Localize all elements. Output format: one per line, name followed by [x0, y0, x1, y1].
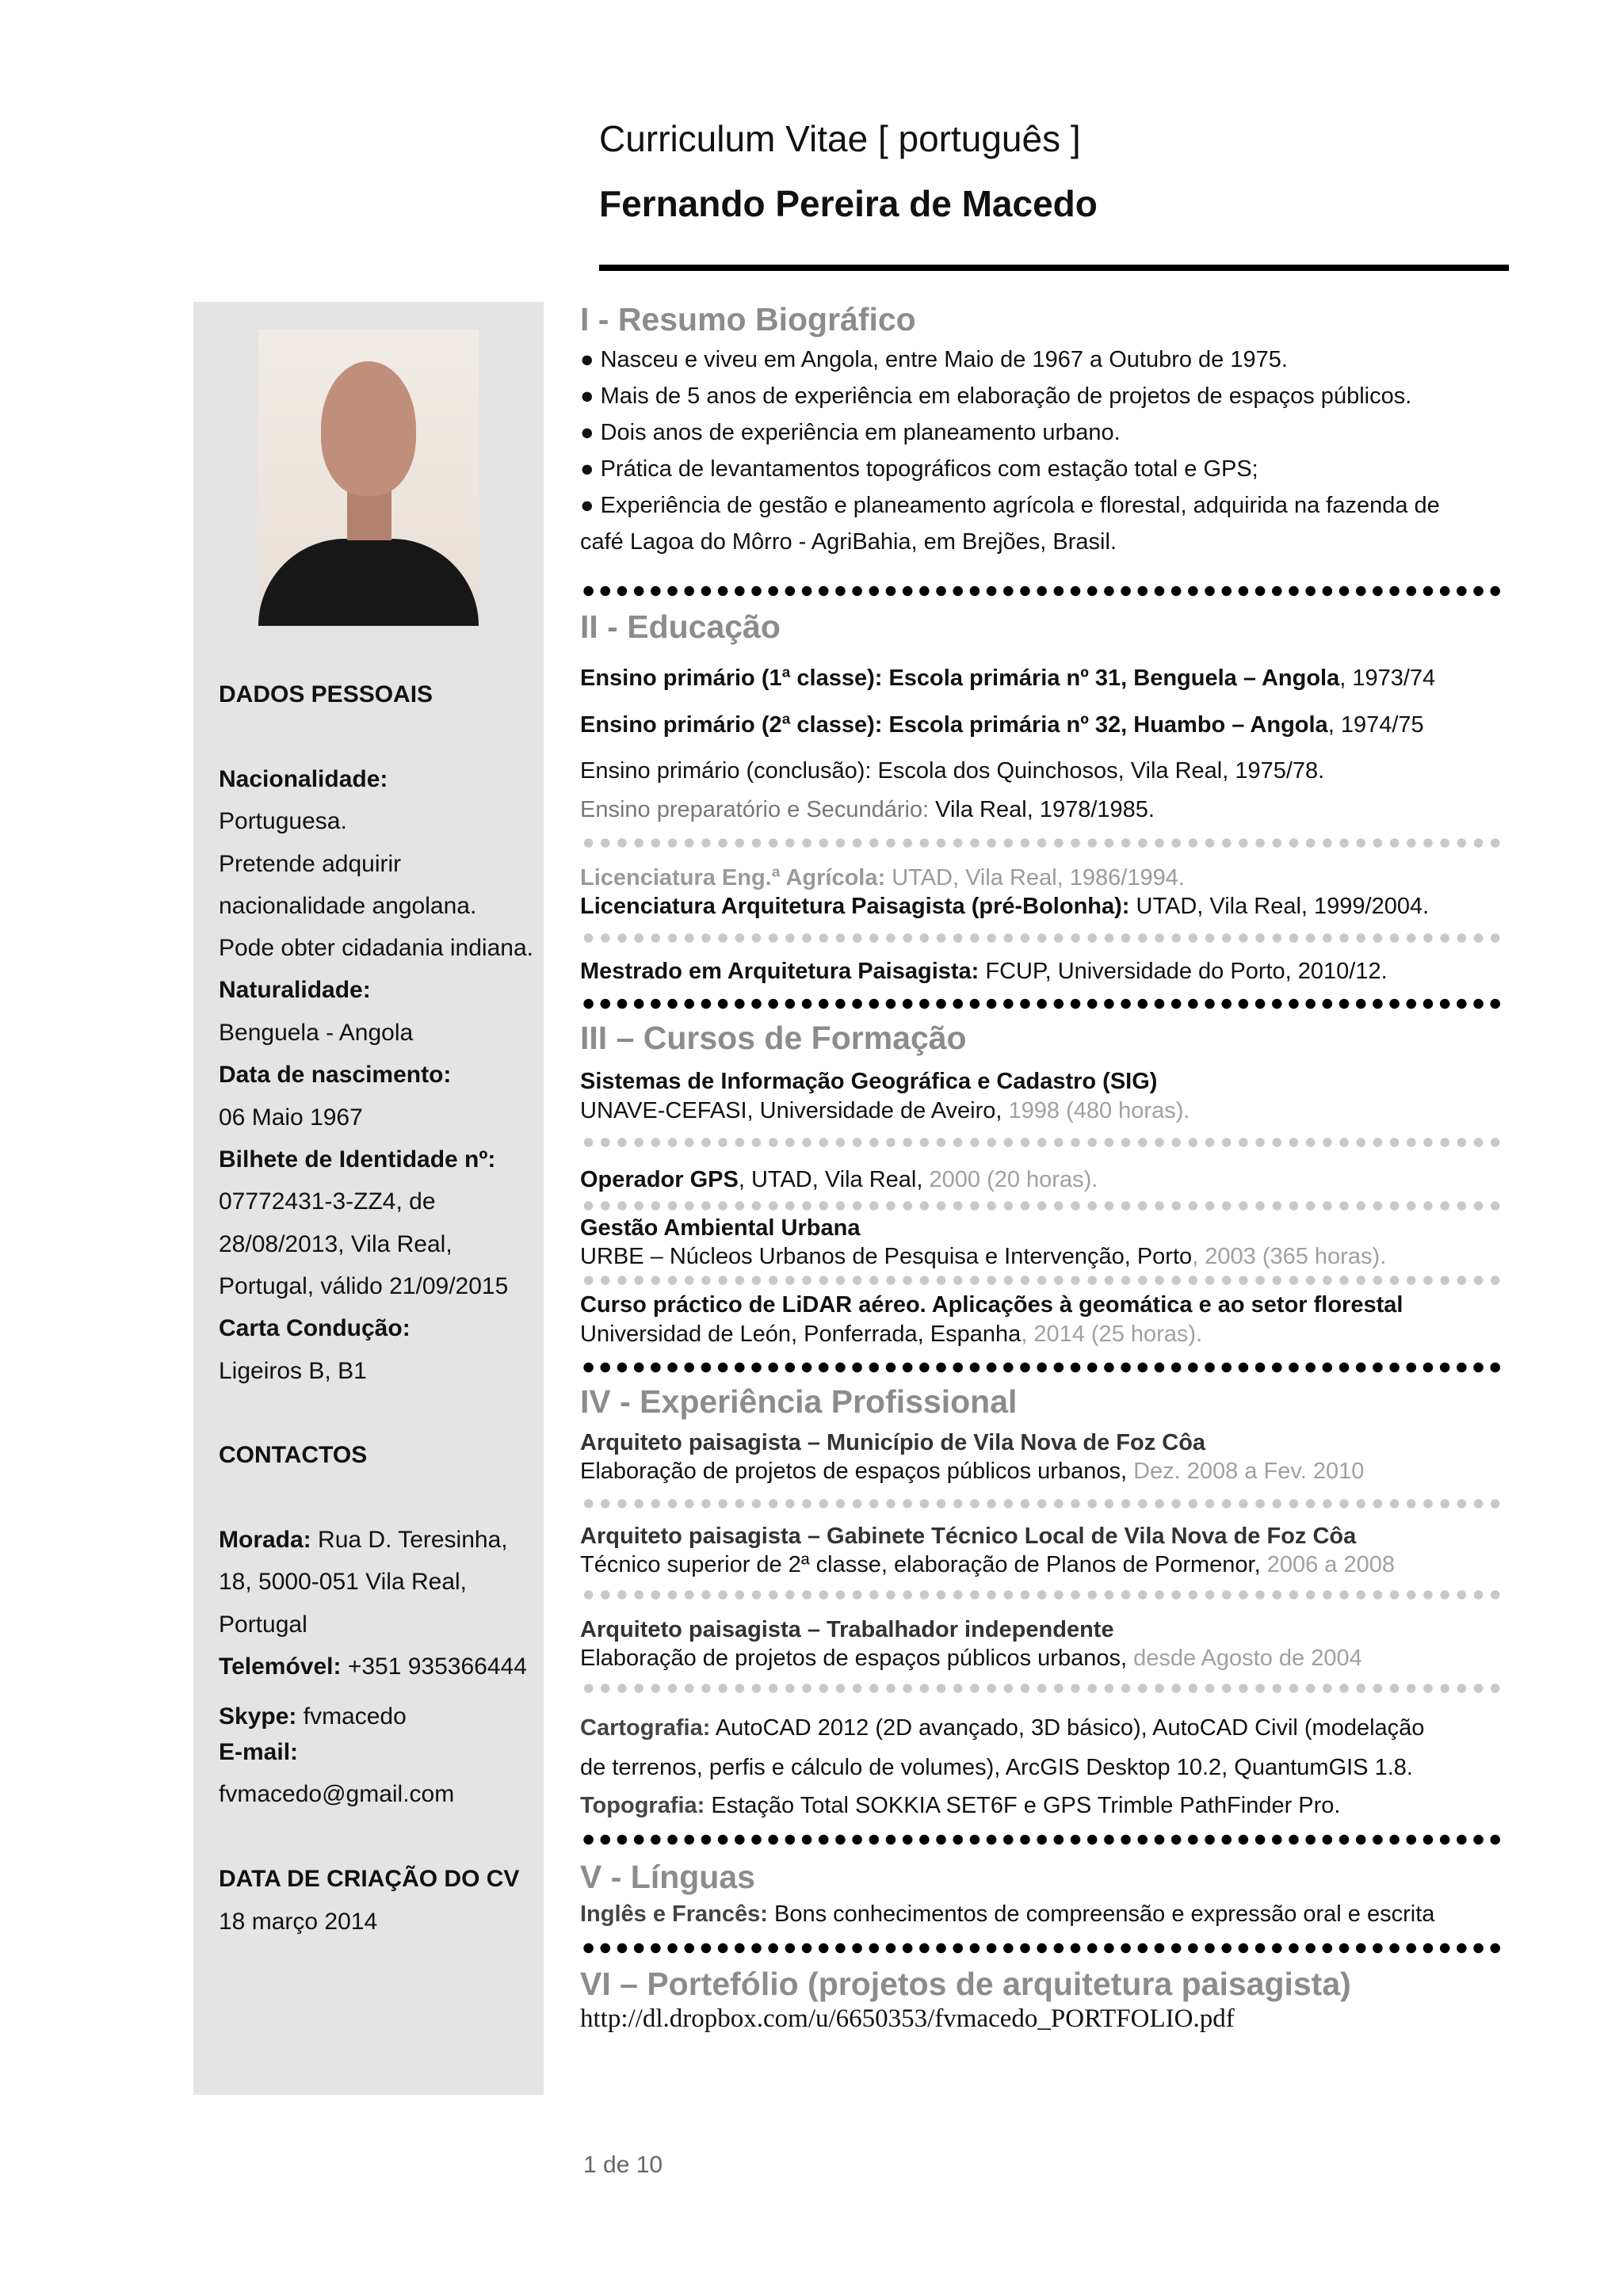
bio-item: ● Prática de levantamentos topográficos com estação total e GPS;: [580, 456, 1258, 482]
dotted-separator-light: [580, 1683, 1506, 1694]
course-title: Curso práctico de LiDAR aéreo. Aplicações à geomática e ao setor florestal: [580, 1292, 1403, 1318]
education-item: Ensino preparatório e Secundário: Vila Real, 1978/1985.: [580, 797, 1155, 822]
address-line-3: Portugal: [219, 1611, 307, 1638]
bio-item: café Lagoa do Môrro - AgriBahia, em Brejões, Brasil.: [580, 529, 1117, 555]
education-item: Ensino primário (1ª classe): Escola primária nº 31, Benguela – Angola, 1973/74: [580, 666, 1436, 691]
id-label: Bilhete de Identidade nº:: [219, 1146, 496, 1173]
dotted-separator-light: [580, 933, 1506, 944]
portfolio-link[interactable]: http://dl.dropbox.com/u/6650353/fvmacedo_PORTFOLIO.pdf: [580, 2004, 1235, 2033]
section-experience-title: IV - Experiência Profissional: [580, 1383, 1018, 1420]
profile-photo: [258, 330, 479, 626]
naturality-value: Benguela - Angola: [219, 1020, 414, 1046]
dotted-separator-light: [580, 1589, 1506, 1600]
bio-item: ● Dois anos de experiência em planeamento urbano.: [580, 420, 1121, 445]
skill-item: de terrenos, perfis e cálculo de volumes), ArcGIS Desktop 10.2, QuantumGIS 1.8.: [580, 1755, 1413, 1780]
course-detail: UNAVE-CEFASI, Universidade de Aveiro, 1998 (480 horas).: [580, 1098, 1190, 1123]
education-item: Licenciatura Eng.ª Agrícola: UTAD, Vila Real, 1986/1994.: [580, 865, 1185, 891]
education-item: Ensino primário (conclusão): Escola dos Quinchosos, Vila Real, 1975/78.: [580, 758, 1325, 784]
person-name: Fernando Pereira de Macedo: [599, 183, 1098, 224]
header-divider: [599, 265, 1509, 271]
skype-field: Skype: fvmacedo: [219, 1703, 407, 1730]
id-line-3: Portugal, válido 21/09/2015: [219, 1273, 509, 1299]
education-item: Mestrado em Arquitetura Paisagista: FCUP, Universidade do Porto, 2010/12.: [580, 959, 1388, 984]
cv-subtitle: Curriculum Vitae [ português ]: [599, 118, 1081, 159]
job-title: Arquiteto paisagista – Município de Vila Nova de Foz Côa: [580, 1430, 1206, 1455]
bio-item: ● Mais de 5 anos de experiência em elaboração de projetos de espaços públicos.: [580, 383, 1412, 409]
dotted-separator: [580, 997, 1506, 1010]
id-line-2: 28/08/2013, Vila Real,: [219, 1231, 453, 1257]
section-bio-title: I - Resumo Biográfico: [580, 301, 916, 338]
job-title: Arquiteto paisagista – Trabalhador independente: [580, 1617, 1114, 1642]
course-title: Operador GPS, UTAD, Vila Real, 2000 (20 horas).: [580, 1167, 1098, 1192]
course-title: Sistemas de Informação Geográfica e Cadastro (SIG): [580, 1069, 1158, 1094]
course-title: Gestão Ambiental Urbana: [580, 1215, 861, 1241]
education-item: Ensino primário (2ª classe): Escola primária nº 32, Huambo – Angola, 1974/75: [580, 712, 1424, 738]
email-label: E-mail:: [219, 1739, 299, 1765]
bio-item: ● Nasceu e viveu em Angola, entre Maio de 1967 a Outubro de 1975.: [580, 347, 1288, 372]
bio-item: ● Experiência de gestão e planeamento agrícola e florestal, adquirida na fazenda de: [580, 493, 1440, 518]
mobile-field: Telemóvel: +351 935366444: [219, 1653, 527, 1680]
job-detail: Técnico superior de 2ª classe, elaboração de Planos de Pormenor, 2006 a 2008: [580, 1552, 1395, 1577]
dotted-separator: [580, 1942, 1506, 1955]
dotted-separator-light: [580, 1275, 1506, 1286]
license-value: Ligeiros B, B1: [219, 1358, 367, 1384]
nationality-label: Nacionalidade:: [219, 766, 388, 792]
section-portfolio-title: VI – Portefólio (projetos de arquitetura paisagista): [580, 1966, 1351, 2002]
dotted-separator: [580, 585, 1506, 597]
dotted-separator-light: [580, 837, 1506, 849]
id-line-1: 07772431-3-ZZ4, de: [219, 1188, 436, 1215]
languages-item: Inglês e Francês: Bons conhecimentos de compreensão e expressão oral e escrita: [580, 1901, 1435, 1927]
cv-date-value: 18 março 2014: [219, 1909, 378, 1935]
contacts-title: CONTACTOS: [219, 1442, 368, 1468]
course-detail: Universidad de León, Ponferrada, Espanha, 2014 (25 horas).: [580, 1322, 1203, 1347]
section-languages-title: V - Línguas: [580, 1859, 755, 1895]
dotted-separator-light: [580, 1200, 1506, 1211]
photo-shirt: [258, 539, 479, 626]
course-detail: URBE – Núcleos Urbanos de Pesquisa e Intervenção, Porto, 2003 (365 horas).: [580, 1244, 1387, 1269]
section-courses-title: III – Cursos de Formação: [580, 1020, 967, 1056]
nationality-line-3: nacionalidade angolana.: [219, 893, 477, 919]
nationality-line-1: Portuguesa.: [219, 808, 347, 834]
job-title: Arquiteto paisagista – Gabinete Técnico Local de Vila Nova de Foz Côa: [580, 1524, 1357, 1549]
dotted-separator-light: [580, 1137, 1506, 1148]
skill-item: Topografia: Estação Total SOKKIA SET6F e GPS Trimble PathFinder Pro.: [580, 1793, 1341, 1818]
email-value[interactable]: fvmacedo@gmail.com: [219, 1781, 455, 1807]
section-education-title: II - Educação: [580, 608, 781, 645]
naturality-label: Naturalidade:: [219, 977, 371, 1003]
page-number: 1 de 10: [583, 2152, 663, 2178]
skill-item: Cartografia: AutoCAD 2012 (2D avançado, 3D básico), AutoCAD Civil (modelação: [580, 1715, 1425, 1741]
personal-data-title: DADOS PESSOAIS: [219, 681, 433, 707]
nationality-line-2: Pretende adquirir: [219, 851, 402, 877]
address-line-2: 18, 5000-051 Vila Real,: [219, 1569, 468, 1595]
cv-date-title: DATA DE CRIAÇÃO DO CV: [219, 1866, 520, 1892]
dotted-separator-light: [580, 1498, 1506, 1509]
address-line-1: Morada: Rua D. Teresinha,: [219, 1527, 508, 1553]
job-detail: Elaboração de projetos de espaços públicos urbanos, desde Agosto de 2004: [580, 1646, 1362, 1671]
birth-value: 06 Maio 1967: [219, 1104, 363, 1131]
photo-face: [321, 361, 416, 496]
license-label: Carta Condução:: [219, 1315, 411, 1341]
nationality-line-4: Pode obter cidadania indiana.: [219, 935, 533, 961]
job-detail: Elaboração de projetos de espaços públicos urbanos, Dez. 2008 a Fev. 2010: [580, 1459, 1365, 1484]
dotted-separator: [580, 1361, 1506, 1374]
education-item: Licenciatura Arquitetura Paisagista (pré-Bolonha): UTAD, Vila Real, 1999/2004.: [580, 894, 1430, 919]
dotted-separator: [580, 1833, 1506, 1846]
birth-label: Data de nascimento:: [219, 1062, 452, 1088]
